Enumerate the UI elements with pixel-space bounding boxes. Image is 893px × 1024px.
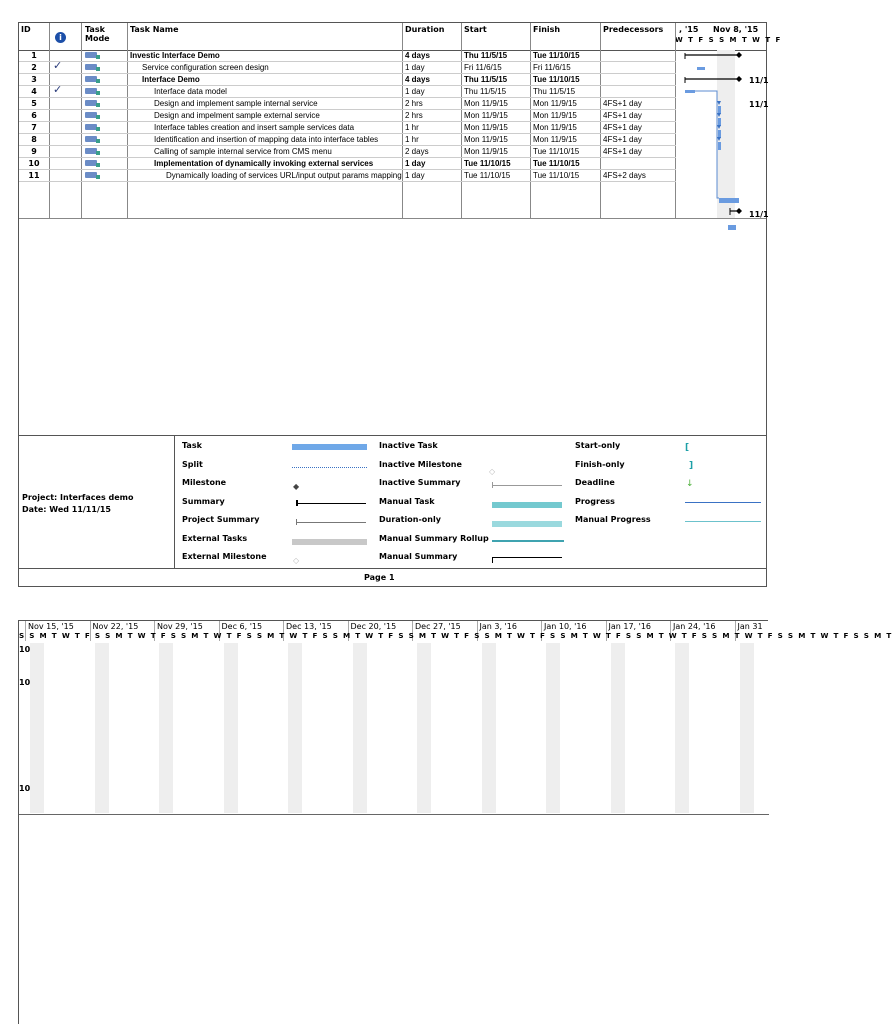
task-start: Tue 11/10/15 — [464, 171, 511, 180]
row-id: 2 — [31, 63, 37, 72]
task-start: Mon 11/9/15 — [464, 123, 508, 132]
task-finish: Tue 11/10/15 — [533, 159, 580, 168]
task-bar — [728, 225, 736, 230]
weekend-shade — [288, 643, 302, 813]
weekend-shade — [417, 643, 431, 813]
row-id: 7 — [31, 123, 37, 132]
table-row[interactable] — [19, 158, 676, 170]
task-bar — [685, 90, 695, 93]
auto-scheduled-icon — [85, 124, 97, 130]
table-row[interactable] — [19, 110, 676, 122]
legend-inactive-milestone-icon: ◇ — [489, 467, 496, 476]
task-predecessors: 4FS+1 day — [603, 135, 642, 144]
row-label: 10 — [19, 645, 31, 654]
legend-label: Inactive Task — [379, 441, 438, 450]
summary-finish-label: 11/1 — [749, 210, 769, 219]
legend-external-milestone-icon: ◇ — [293, 556, 300, 565]
legend-split-swatch — [292, 467, 367, 468]
weekend-shade — [482, 643, 496, 813]
table-row[interactable] — [19, 98, 676, 110]
task-name: Calling of sample internal service from CMS menu — [154, 147, 332, 156]
auto-scheduled-icon — [85, 136, 97, 142]
legend-label: Progress — [575, 496, 615, 506]
task-bar — [718, 106, 721, 114]
summary-finish-label: 11/1 — [749, 100, 769, 109]
task-finish: Mon 11/9/15 — [533, 135, 577, 144]
legend-deadline-icon: ↓ — [686, 479, 694, 489]
milestone-marker — [736, 76, 742, 82]
task-name: Identification and insertion of mapping data into interface tables — [154, 135, 379, 144]
task-name: Design and implement sample internal service — [154, 99, 318, 108]
task-finish: Mon 11/9/15 — [533, 99, 577, 108]
weekend-shade — [353, 643, 367, 813]
auto-scheduled-icon — [85, 160, 97, 166]
auto-scheduled-icon — [85, 148, 97, 154]
legend-label: Deadline — [575, 478, 615, 487]
legend-label: Finish-only — [575, 459, 625, 469]
timescale-week-2: Nov 8, '15 — [713, 25, 759, 34]
weekend-shade — [224, 643, 238, 813]
legend-label: Manual Progress — [575, 515, 651, 524]
task-bar — [718, 118, 721, 126]
row-id: 9 — [31, 147, 37, 156]
legend-label: Inactive Summary — [379, 478, 461, 487]
task-finish: Tue 11/10/15 — [533, 171, 580, 180]
task-finish: Fri 11/6/15 — [533, 63, 571, 72]
legend-label: Project Summary — [182, 515, 260, 524]
col-header-duration[interactable]: Duration — [405, 25, 445, 34]
task-duration: 1 day — [405, 63, 425, 72]
legend-project: Project: Interfaces demo — [22, 493, 134, 502]
row-label: 10 — [19, 678, 31, 687]
task-duration: 1 day — [405, 159, 426, 168]
weekend-shade — [611, 643, 625, 813]
page-number: Page 1 — [364, 573, 395, 582]
table-row[interactable] — [19, 50, 676, 62]
task-name: Service configuration screen design — [142, 63, 269, 72]
table-header — [19, 23, 782, 51]
legend-progress-swatch — [685, 502, 761, 503]
task-finish: Mon 11/9/15 — [533, 111, 577, 120]
row-label: 10 — [19, 784, 31, 793]
week-label: Nov 15, '15 — [28, 622, 74, 631]
task-name: Design and impelment sample external service — [154, 111, 320, 120]
row-id: 8 — [31, 135, 37, 144]
legend-task-swatch — [292, 444, 367, 450]
table-row[interactable] — [19, 83, 676, 98]
link-line — [695, 91, 717, 98]
task-start: Fri 11/6/15 — [464, 63, 502, 72]
row-id: 4 — [31, 87, 37, 96]
auto-scheduled-icon — [85, 112, 97, 118]
task-duration: 1 day — [405, 171, 425, 180]
task-predecessors: 4FS+1 day — [603, 111, 642, 120]
week-label: Dec 6, '15 — [221, 622, 263, 631]
auto-scheduled-icon — [85, 88, 97, 94]
task-predecessors: 4FS+1 day — [603, 147, 642, 156]
col-header-predecessors[interactable]: Predecessors — [603, 25, 664, 34]
legend-manual-progress-swatch — [685, 521, 761, 522]
auto-scheduled-icon — [85, 52, 97, 58]
legend-summary-cap — [296, 500, 298, 506]
task-bar — [718, 130, 721, 138]
table-row[interactable] — [19, 122, 676, 134]
task-start: Thu 11/5/15 — [464, 87, 507, 96]
task-duration: 2 hrs — [405, 111, 423, 120]
summary-finish-label: 11/1 — [749, 76, 769, 85]
auto-scheduled-icon — [85, 172, 97, 178]
task-start: Thu 11/5/15 — [464, 51, 508, 60]
legend-project-summary-swatch — [296, 522, 366, 523]
task-bar — [717, 125, 721, 129]
row-id: 11 — [28, 171, 40, 180]
col-header-id[interactable]: ID — [21, 25, 31, 34]
task-finish: Tue 11/10/15 — [533, 51, 580, 60]
week-label: Jan 3, '16 — [479, 622, 517, 631]
legend-manual-task-swatch — [492, 502, 562, 508]
task-name: Investic Interface Demo — [130, 51, 220, 60]
table-row[interactable] — [19, 74, 676, 86]
task-duration: 2 days — [405, 147, 429, 156]
week-label: Jan 24, '16 — [673, 622, 716, 631]
col-header-finish[interactable]: Finish — [533, 25, 561, 34]
weekend-shade — [546, 643, 560, 813]
row-id: 10 — [28, 159, 40, 168]
complete-check-icon: ✓ — [53, 59, 63, 72]
table-row[interactable] — [19, 146, 676, 158]
legend-inactive-summary-swatch — [492, 485, 562, 486]
legend-summary-swatch — [296, 503, 366, 504]
milestone-marker — [736, 208, 742, 214]
legend-date: Date: Wed 11/11/15 — [22, 505, 111, 514]
task-bar — [719, 198, 739, 203]
week-label: Dec 13, '15 — [286, 622, 332, 631]
task-name: Interface tables creation and insert sample services data — [154, 123, 355, 132]
weekend-shade — [95, 643, 109, 813]
week-label: Nov 22, '15 — [92, 622, 139, 631]
weekend-shade — [740, 643, 754, 813]
legend-label: External Milestone — [182, 552, 267, 561]
week-label: Dec 27, '15 — [415, 622, 461, 631]
legend-finish-only-icon: ] — [689, 461, 694, 471]
legend-label: Duration-only — [379, 515, 441, 524]
task-duration: 2 hrs — [405, 99, 423, 108]
legend-milestone-icon: ◆ — [293, 482, 300, 491]
legend — [19, 435, 766, 569]
task-start: Thu 11/5/15 — [464, 75, 508, 84]
legend-start-only-icon: [ — [685, 443, 690, 453]
task-name: Implementation of dynamically invoking external services — [154, 159, 374, 168]
timescale-week-1: , '15 — [679, 25, 699, 34]
table-bottom-border — [19, 218, 766, 219]
gantt-page-1 — [18, 22, 782, 587]
week-label: Jan 31 — [737, 622, 763, 631]
complete-check-icon: ✓ — [53, 83, 63, 96]
task-bar — [717, 137, 721, 141]
task-bar — [718, 142, 721, 150]
task-duration: 4 days — [405, 51, 430, 60]
milestone-marker — [736, 52, 742, 58]
legend-duration-only-swatch — [492, 521, 562, 527]
timescale-days: S S M T W T F S S M T W T F S S M T W T F S S M T W T F S S M T W T F S S M T W T F S S M T W T F S S M T W T F S S M T W T F S S M T W T F S S M T W T F S S M T — [19, 631, 893, 640]
timescale-days: W T F S S M T W T F — [675, 36, 782, 44]
legend-label: Task — [182, 441, 202, 450]
legend-manual-summary-rollup-swatch — [492, 540, 564, 542]
task-duration: 1 hr — [405, 123, 419, 132]
task-start: Mon 11/9/15 — [464, 99, 508, 108]
col-header-mode[interactable]: Task Mode — [85, 25, 110, 43]
page-footer — [19, 568, 766, 587]
row-id: 6 — [31, 111, 37, 120]
link-line — [717, 154, 719, 198]
table-row[interactable] — [19, 134, 676, 146]
auto-scheduled-icon — [85, 76, 97, 82]
task-name: Interface data model — [154, 87, 227, 96]
task-duration: 1 hr — [405, 135, 419, 144]
legend-label: Manual Summary Rollup — [379, 533, 489, 543]
task-bar — [717, 101, 721, 105]
task-start: Mon 11/9/15 — [464, 135, 508, 144]
legend-label: Manual Task — [379, 496, 435, 506]
legend-manual-summary-swatch — [492, 557, 562, 558]
auto-scheduled-icon — [85, 64, 97, 70]
legend-label: Milestone — [182, 478, 227, 487]
gantt-page-2 — [18, 620, 893, 1024]
legend-label: Inactive Milestone — [379, 459, 462, 469]
row-id: 1 — [31, 51, 37, 60]
task-finish: Tue 11/10/15 — [533, 147, 580, 156]
task-predecessors: 4FS+2 days — [603, 171, 646, 180]
weekend-shade — [30, 643, 44, 813]
task-start: Mon 11/9/15 — [464, 111, 508, 120]
weekend-shade — [675, 643, 689, 813]
task-duration: 4 days — [405, 75, 430, 84]
legend-label: Summary — [182, 496, 225, 506]
auto-scheduled-icon — [85, 100, 97, 106]
week-label: Jan 10, '16 — [544, 622, 587, 631]
task-duration: 1 day — [405, 87, 425, 96]
legend-label: Split — [182, 459, 203, 469]
task-start: Tue 11/10/15 — [464, 159, 511, 168]
week-label: Nov 29, '15 — [157, 622, 203, 631]
task-bar — [697, 67, 705, 70]
chart-bottom-border — [19, 814, 769, 815]
row-id: 3 — [31, 75, 37, 84]
legend-divider — [174, 436, 175, 569]
legend-project-summary-cap — [296, 519, 297, 525]
timescale-header — [19, 621, 893, 651]
legend-label: Manual Summary — [379, 552, 458, 561]
legend-manual-summary-cap — [492, 557, 493, 563]
info-icon[interactable]: i — [55, 32, 66, 43]
legend-inactive-summary-cap — [492, 482, 493, 488]
task-finish: Tue 11/10/15 — [533, 75, 580, 84]
task-predecessors: 4FS+1 day — [603, 99, 642, 108]
legend-label: Start-only — [575, 441, 621, 450]
task-finish: Thu 11/5/15 — [533, 87, 576, 96]
week-label: Dec 20, '15 — [350, 622, 397, 631]
task-bar — [717, 113, 721, 117]
task-name: Interface Demo — [142, 75, 200, 84]
table-row[interactable] — [19, 170, 676, 182]
col-header-name[interactable]: Task Name — [130, 25, 179, 34]
weekend-shade — [159, 643, 173, 813]
row-id: 5 — [31, 99, 37, 108]
task-finish: Mon 11/9/15 — [533, 123, 577, 132]
table-row[interactable] — [19, 59, 676, 74]
col-header-start[interactable]: Start — [464, 25, 487, 34]
legend-external-task-swatch — [292, 539, 367, 545]
task-predecessors: 4FS+1 day — [603, 123, 642, 132]
week-label: Jan 17, '16 — [608, 622, 652, 631]
task-name: Dynamically loading of services URL/input output params mapping — [166, 171, 402, 180]
task-start: Mon 11/9/15 — [464, 147, 508, 156]
legend-label: External Tasks — [182, 533, 248, 543]
